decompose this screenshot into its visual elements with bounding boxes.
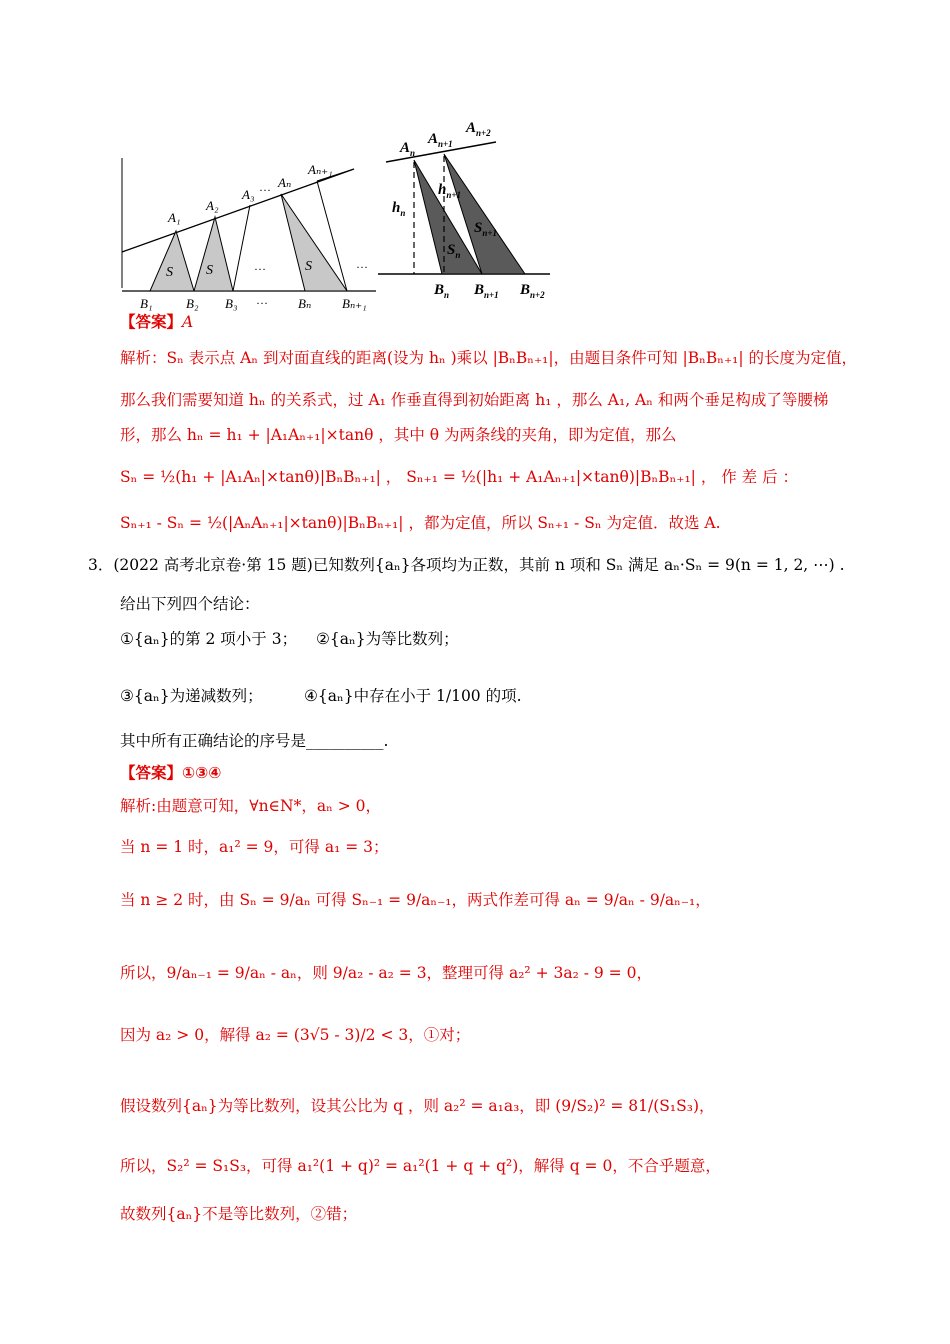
triangle-s3	[233, 205, 250, 291]
label-dots-mid: …	[254, 259, 266, 273]
q2-analysis-line-4: Sₙ = ½(h₁ + |A₁Aₙ|×tanθ)|BₙBₙ₊₁| ， Sₙ₊₁ = ½(|h₁ + A₁Aₙ₊₁|×tanθ)|BₙBₙ₊₁| ， 作 差 后 ：	[120, 468, 799, 486]
label-an1: Aₙ₊₁	[308, 162, 333, 177]
label-a1: A₁	[168, 210, 181, 225]
q3-solution-line-2: 当 n = 1 时，a₁² = 9，可得 a₁ = 3；	[120, 838, 389, 856]
q2-analysis-line-1: 解析：Sₙ 表示点 Aₙ 到对面直线的距离(设为 hₙ )乘以 |BₙBₙ₊₁|，由题目条件可知 |BₙBₙ₊₁| 的长度为定值，	[120, 349, 857, 367]
label-hn1: $h_{n+1}$	[438, 182, 461, 200]
triangle-s2	[194, 217, 233, 291]
label-b2: B₂	[186, 296, 199, 311]
q3-conclusion-1: ①{aₙ}的第 2 项小于 3；	[120, 630, 298, 648]
q2-analysis-line-5: Sₙ₊₁ - Sₙ = ½(|AₙAₙ₊₁|×tanθ)|BₙBₙ₊₁| ，都为定值，所以 Sₙ₊₁ - Sₙ 为定值．故选 A.	[120, 514, 721, 532]
q3-stem-text: (2022 高考北京卷·第 15 题)已知数列{aₙ}各项均为正数，其前 n 项和 Sₙ 满足 aₙ·Sₙ = 9(n = 1, 2, ⋯) .	[113, 556, 845, 574]
q3-answer	[120, 762, 221, 784]
q3-solution-line-6: 假设数列{aₙ}为等比数列，设其公比为 q ，则 a₂² = a₁a₃，即 (9/S₂)² = 81/(S₁S₃)，	[120, 1097, 715, 1115]
q3-solution-line-1: 解析:由题意可知，∀n∈N*，aₙ > 0，	[120, 797, 381, 815]
label-bn1: Bₙ₊₁	[342, 296, 367, 311]
label-b1: B₁	[140, 296, 153, 311]
label-an2: $A_{n+2}$	[466, 120, 491, 138]
q3-conclusion-2: ②{aₙ}为等比数列；	[316, 630, 459, 648]
q3-solution-line-4: 所以，9/aₙ₋₁ = 9/aₙ - aₙ，则 9/a₂ - a₂ = 3，整理可得 a₂² + 3a₂ - 9 = 0，	[120, 964, 652, 982]
q2-answer-value: A	[182, 313, 194, 331]
label-an: Aₙ	[278, 175, 292, 190]
q3-stem	[88, 554, 845, 576]
label-a2: A₂	[206, 198, 219, 213]
upper-slanted-line	[122, 169, 354, 252]
label-s-2: S	[206, 263, 213, 278]
label-dots-top: …	[259, 180, 271, 194]
q3-solution-line-8: 故数列{aₙ}不是等比数列，②错；	[120, 1205, 358, 1223]
q3-intro: 给出下列四个结论：	[120, 595, 260, 613]
q2-analysis-line-2: 那么我们需要知道 hₙ 的关系式，过 A₁ 作垂直得到初始距离 h₁ ，那么 A₁, Aₙ 和两个垂足构成了等腰梯	[120, 391, 829, 409]
label-s-3: S	[305, 259, 312, 274]
label-bn2: $B_{n+2}$	[520, 282, 545, 300]
q3-question: 其中所有正确结论的序号是__________.	[120, 732, 389, 750]
figure-triangles-right	[378, 112, 554, 307]
label-bn: $B_n$	[434, 282, 450, 300]
q3-number: 3．	[88, 556, 114, 574]
label-b3: B₃	[225, 296, 238, 311]
label-hn: $h_n$	[392, 200, 406, 218]
label-bn: Bₙ	[298, 296, 312, 311]
q3-solution-line-5: 因为 a₂ > 0，解得 a₂ = (3√5 - 3)/2 < 3，①对；	[120, 1026, 471, 1044]
q3-conclusion-4: ④{aₙ}中存在小于 1/100 的项.	[304, 687, 522, 705]
q3-solution-line-3: 当 n ≥ 2 时，由 Sₙ = 9/aₙ 可得 Sₙ₋₁ = 9/aₙ₋₁，两式作差可得 aₙ = 9/aₙ - 9/aₙ₋₁，	[120, 891, 711, 909]
q2-answer	[120, 311, 193, 333]
q3-answer-value: ①③④	[182, 764, 222, 782]
label-dots-right: …	[356, 257, 368, 271]
label-an1: $A_{n+1}$	[428, 131, 453, 149]
figure-triangles-left	[118, 158, 380, 318]
q3-solution-line-7: 所以，S₂² = S₁S₃，可得 a₁²(1 + q)² = a₁²(1 + q + q²)，解得 q = 0，不合乎题意，	[120, 1157, 721, 1175]
q3-answer-label: 【答案】	[120, 764, 183, 782]
triangle-sn	[281, 194, 347, 291]
label-sn1: $S_{n+1}$	[474, 220, 497, 238]
label-sn: $S_n$	[447, 242, 461, 260]
q2-answer-label: 【答案】	[120, 313, 183, 331]
label-bn1: $B_{n+1}$	[474, 282, 499, 300]
label-a3: A₃	[242, 187, 255, 202]
label-dots-bottom: …	[256, 293, 268, 307]
q2-analysis-line-3: 形，那么 hₙ = h₁ + |A₁Aₙ₊₁|×tanθ ，其中 θ 为两条线的夹角，即为定值，那么	[120, 426, 677, 444]
q3-conclusion-3: ③{aₙ}为递减数列；	[120, 687, 263, 705]
label-an: $A_n$	[400, 140, 416, 158]
label-s-1: S	[166, 265, 173, 280]
